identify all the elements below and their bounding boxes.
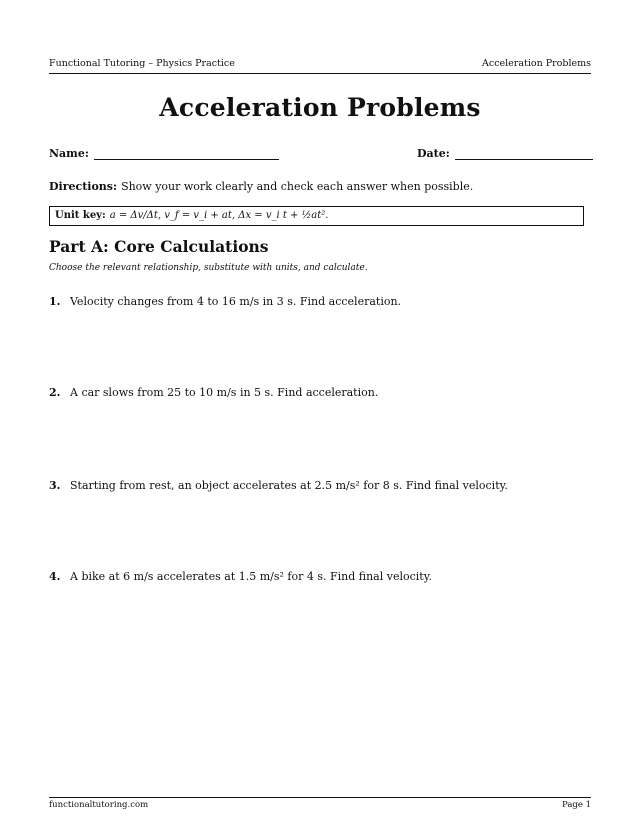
header-right: Acceleration Problems xyxy=(482,58,591,69)
problem-item xyxy=(49,295,401,308)
problem-item xyxy=(49,570,432,583)
page-number: Page 1 xyxy=(562,800,591,810)
directions xyxy=(49,180,473,193)
section-a-title: Part A: Core Calculations xyxy=(49,237,269,256)
date-label: Date: xyxy=(417,147,450,160)
problem-number: 3. xyxy=(49,479,61,492)
problem-text: A bike at 6 m/s accelerates at 1.5 m/s² for 4 s. Find final velocity. xyxy=(70,570,432,583)
date-field xyxy=(417,147,593,160)
problem-number: 4. xyxy=(49,570,61,583)
page-footer xyxy=(49,797,591,810)
problem-text: Starting from rest, an object accelerates at 2.5 m/s² for 8 s. Find final velocity. xyxy=(70,479,508,492)
problem-number: 1. xyxy=(49,295,61,308)
problem-number: 2. xyxy=(49,386,61,399)
footer-site: functionaltutoring.com xyxy=(49,800,149,810)
problem-text: Velocity changes from 4 to 16 m/s in 3 s. Find acceleration. xyxy=(70,295,402,308)
running-header xyxy=(49,58,591,74)
unit-key-label: Unit key: xyxy=(55,210,106,221)
problem-item xyxy=(49,386,378,399)
directions-label: Directions: xyxy=(49,180,118,193)
name-blank-line xyxy=(94,147,279,160)
problem-text: A car slows from 25 to 10 m/s in 5 s. Find acceleration. xyxy=(70,386,379,399)
date-blank-line xyxy=(455,147,593,160)
header-left: Functional Tutoring – Physics Practice xyxy=(49,58,235,69)
name-label: Name: xyxy=(49,147,89,160)
problem-item xyxy=(49,479,508,492)
section-a-instruction: Choose the relevant relationship, substitute with units, and calculate. xyxy=(49,263,368,273)
page-title: Acceleration Problems xyxy=(159,93,481,122)
name-field xyxy=(49,147,279,160)
unit-key-box xyxy=(49,206,584,226)
directions-text: Show your work clearly and check each answer when possible. xyxy=(121,180,474,193)
unit-key-formula: a = Δv/Δt, v_f = v_i + at, Δx = v_i t + ½at². xyxy=(109,210,329,221)
